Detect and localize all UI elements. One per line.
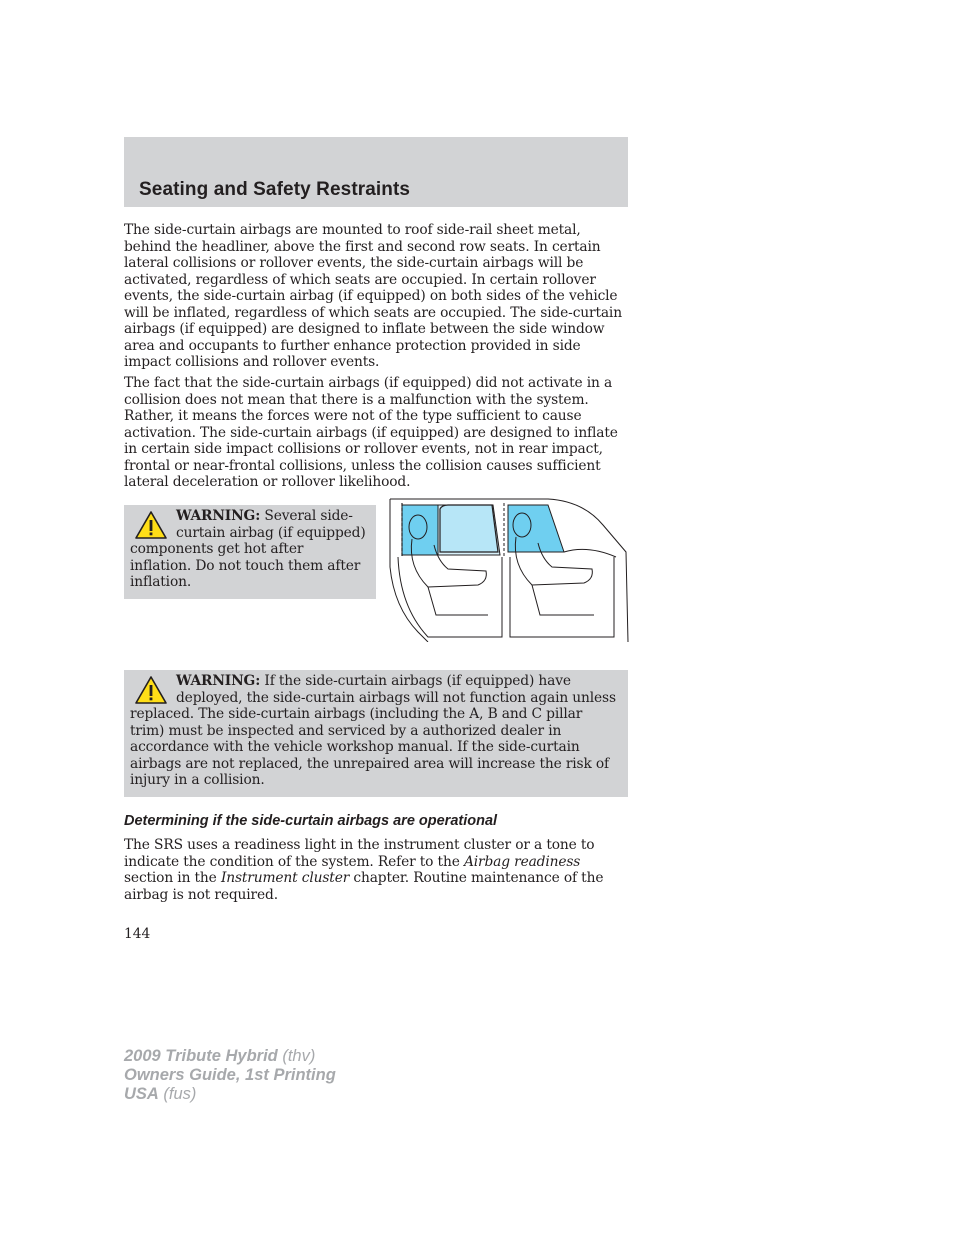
warning-triangle-icon <box>134 510 168 540</box>
footer-line-guide: Owners Guide, 1st Printing <box>124 1066 336 1084</box>
warning-box-deployed-airbags <box>124 670 628 797</box>
cross-reference-instrument-cluster: Instrument cluster <box>220 870 350 886</box>
footer-line-market <box>124 1085 336 1104</box>
footer-line-model <box>124 1047 336 1066</box>
warning-message: If the side-curtain airbags (if equipped) have deployed, the side-curtain airbags will not function again unless replaced. The side-curtain airbags (including the A, B and C pillar trim) must be inspected and serviced by a authorized dealer in accordance with the vehicle workshop manual. If the side-curtain airbags are not replaced, the unrepaired area will increase the risk of injury in a collision. <box>130 673 616 788</box>
paragraph-srs-readiness <box>124 837 628 903</box>
paragraph-side-curtain-mounting: The side-curtain airbags are mounted to roof side-rail sheet metal, behind the headliner, above the first and second row seats. In certain lateral collisions or rollover events, the side-curtain airbags will be activated, regardless of which seats are occupied. In certain rollover events, the side-curtain airbag (if equipped) on both sides of the vehicle will be inflated, regardless of which seats are occupied. The side-curtain airbags (if equipped) are designed to inflate between the side window area and occupants to further enhance protection provided in side impact collisions and rollover events. <box>124 222 622 370</box>
text-run: chapter. Routine maintenance of the airbag is not required. <box>124 870 604 903</box>
section-title: Seating and Safety Restraints <box>139 179 411 200</box>
warning-text-block <box>124 505 376 591</box>
side-curtain-airbag-illustration <box>388 497 630 642</box>
warning-triangle-icon <box>134 675 168 705</box>
warning-text-block <box>124 670 628 789</box>
section-header-band <box>124 137 628 207</box>
footer-market-code: (fus) <box>158 1085 197 1103</box>
warning-label: WARNING: <box>176 673 261 689</box>
footer-model: 2009 Tribute Hybrid <box>124 1047 278 1065</box>
footer-market: USA <box>124 1085 159 1103</box>
cross-reference-airbag-readiness: Airbag readiness <box>463 853 581 870</box>
page-number: 144 <box>124 926 151 942</box>
footer-model-code: (thv) <box>277 1047 316 1065</box>
warning-message: Several side-curtain airbag (if equipped) components get hot after inflation. Do not touch them after inflation. <box>130 508 366 590</box>
publication-footer <box>124 1047 336 1104</box>
paragraph-non-activation: The fact that the side-curtain airbags (if equipped) did not activate in a collision does not mean that there is a malfunction with the system. Rather, it means the forces were not of the type sufficient to cause activation. The side-curtain airbags (if equipped) are designed to inflate in certain side impact collisions or rollover events, not in rear impact, frontal or near-frontal collisions, unless the collision causes sufficient lateral deceleration or rollover likelihood. <box>124 375 618 490</box>
warning-box-hot-components <box>124 505 376 599</box>
text-run: The SRS uses a readiness light in the instrument cluster or a tone to indicate the condition of the system. Refer to the <box>124 837 595 870</box>
warning-label: WARNING: <box>176 508 261 524</box>
subheading-airbag-operational: Determining if the side-curtain airbags are operational <box>124 813 498 829</box>
text-run: section in the <box>124 870 221 886</box>
